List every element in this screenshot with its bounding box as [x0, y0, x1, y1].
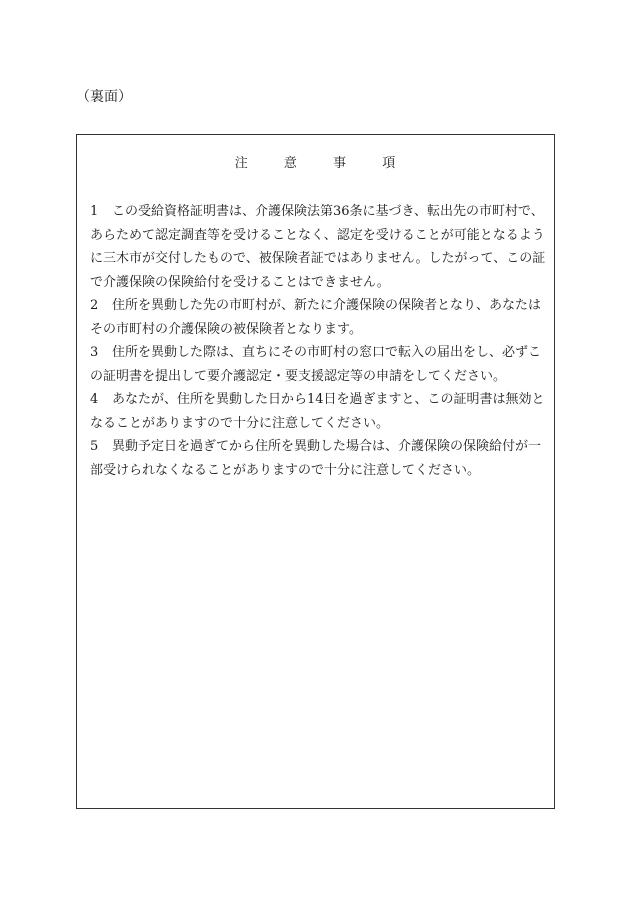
notice-item [90, 388, 552, 435]
item-text: この受給資格証明書は、介護保険法第36条に基づき、転出先の市町村で、あらためて認定調査等を受けることなく、認定を受けることが可能となるように三木市が交付したもので、被保険者証ではありません。したがって、この証で介護保険の保険給付を受けることはできません。 [90, 204, 546, 290]
notice-item [90, 294, 552, 341]
item-number: 2 [90, 298, 99, 313]
title-char: 意 [283, 156, 297, 171]
item-number: 5 [90, 439, 99, 454]
notice-items [90, 200, 552, 482]
item-text: あなたが、住所を異動した日から14日を過ぎますと、この証明書は無効となることがありますので十分に注意してください。 [90, 392, 545, 431]
item-number: 1 [90, 204, 99, 219]
title-char: 注 [234, 156, 248, 171]
title-char: 項 [382, 156, 396, 171]
item-number: 4 [90, 392, 99, 407]
notice-item [90, 341, 552, 388]
notice-item [90, 435, 552, 482]
item-text: 住所を異動した先の市町村が、新たに介護保険の保険者となり、あなたはその市町村の介護保険の被保険者となります。 [90, 298, 542, 337]
notice-title [0, 152, 630, 171]
notice-item [90, 200, 552, 294]
item-text: 異動予定日を過ぎてから住所を異動した場合は、介護保険の保険給付が一部受けられなくなることがありますので十分に注意してください。 [90, 439, 542, 478]
page-side-label: （裏面） [76, 89, 132, 105]
item-text: 住所を異動した際は、直ちにその市町村の窓口で転入の届出をし、必ずこの証明書を提出して要介護認定・要支援認定等の申請をしてください。 [90, 345, 542, 384]
title-char: 事 [333, 156, 347, 171]
item-number: 3 [90, 345, 99, 360]
